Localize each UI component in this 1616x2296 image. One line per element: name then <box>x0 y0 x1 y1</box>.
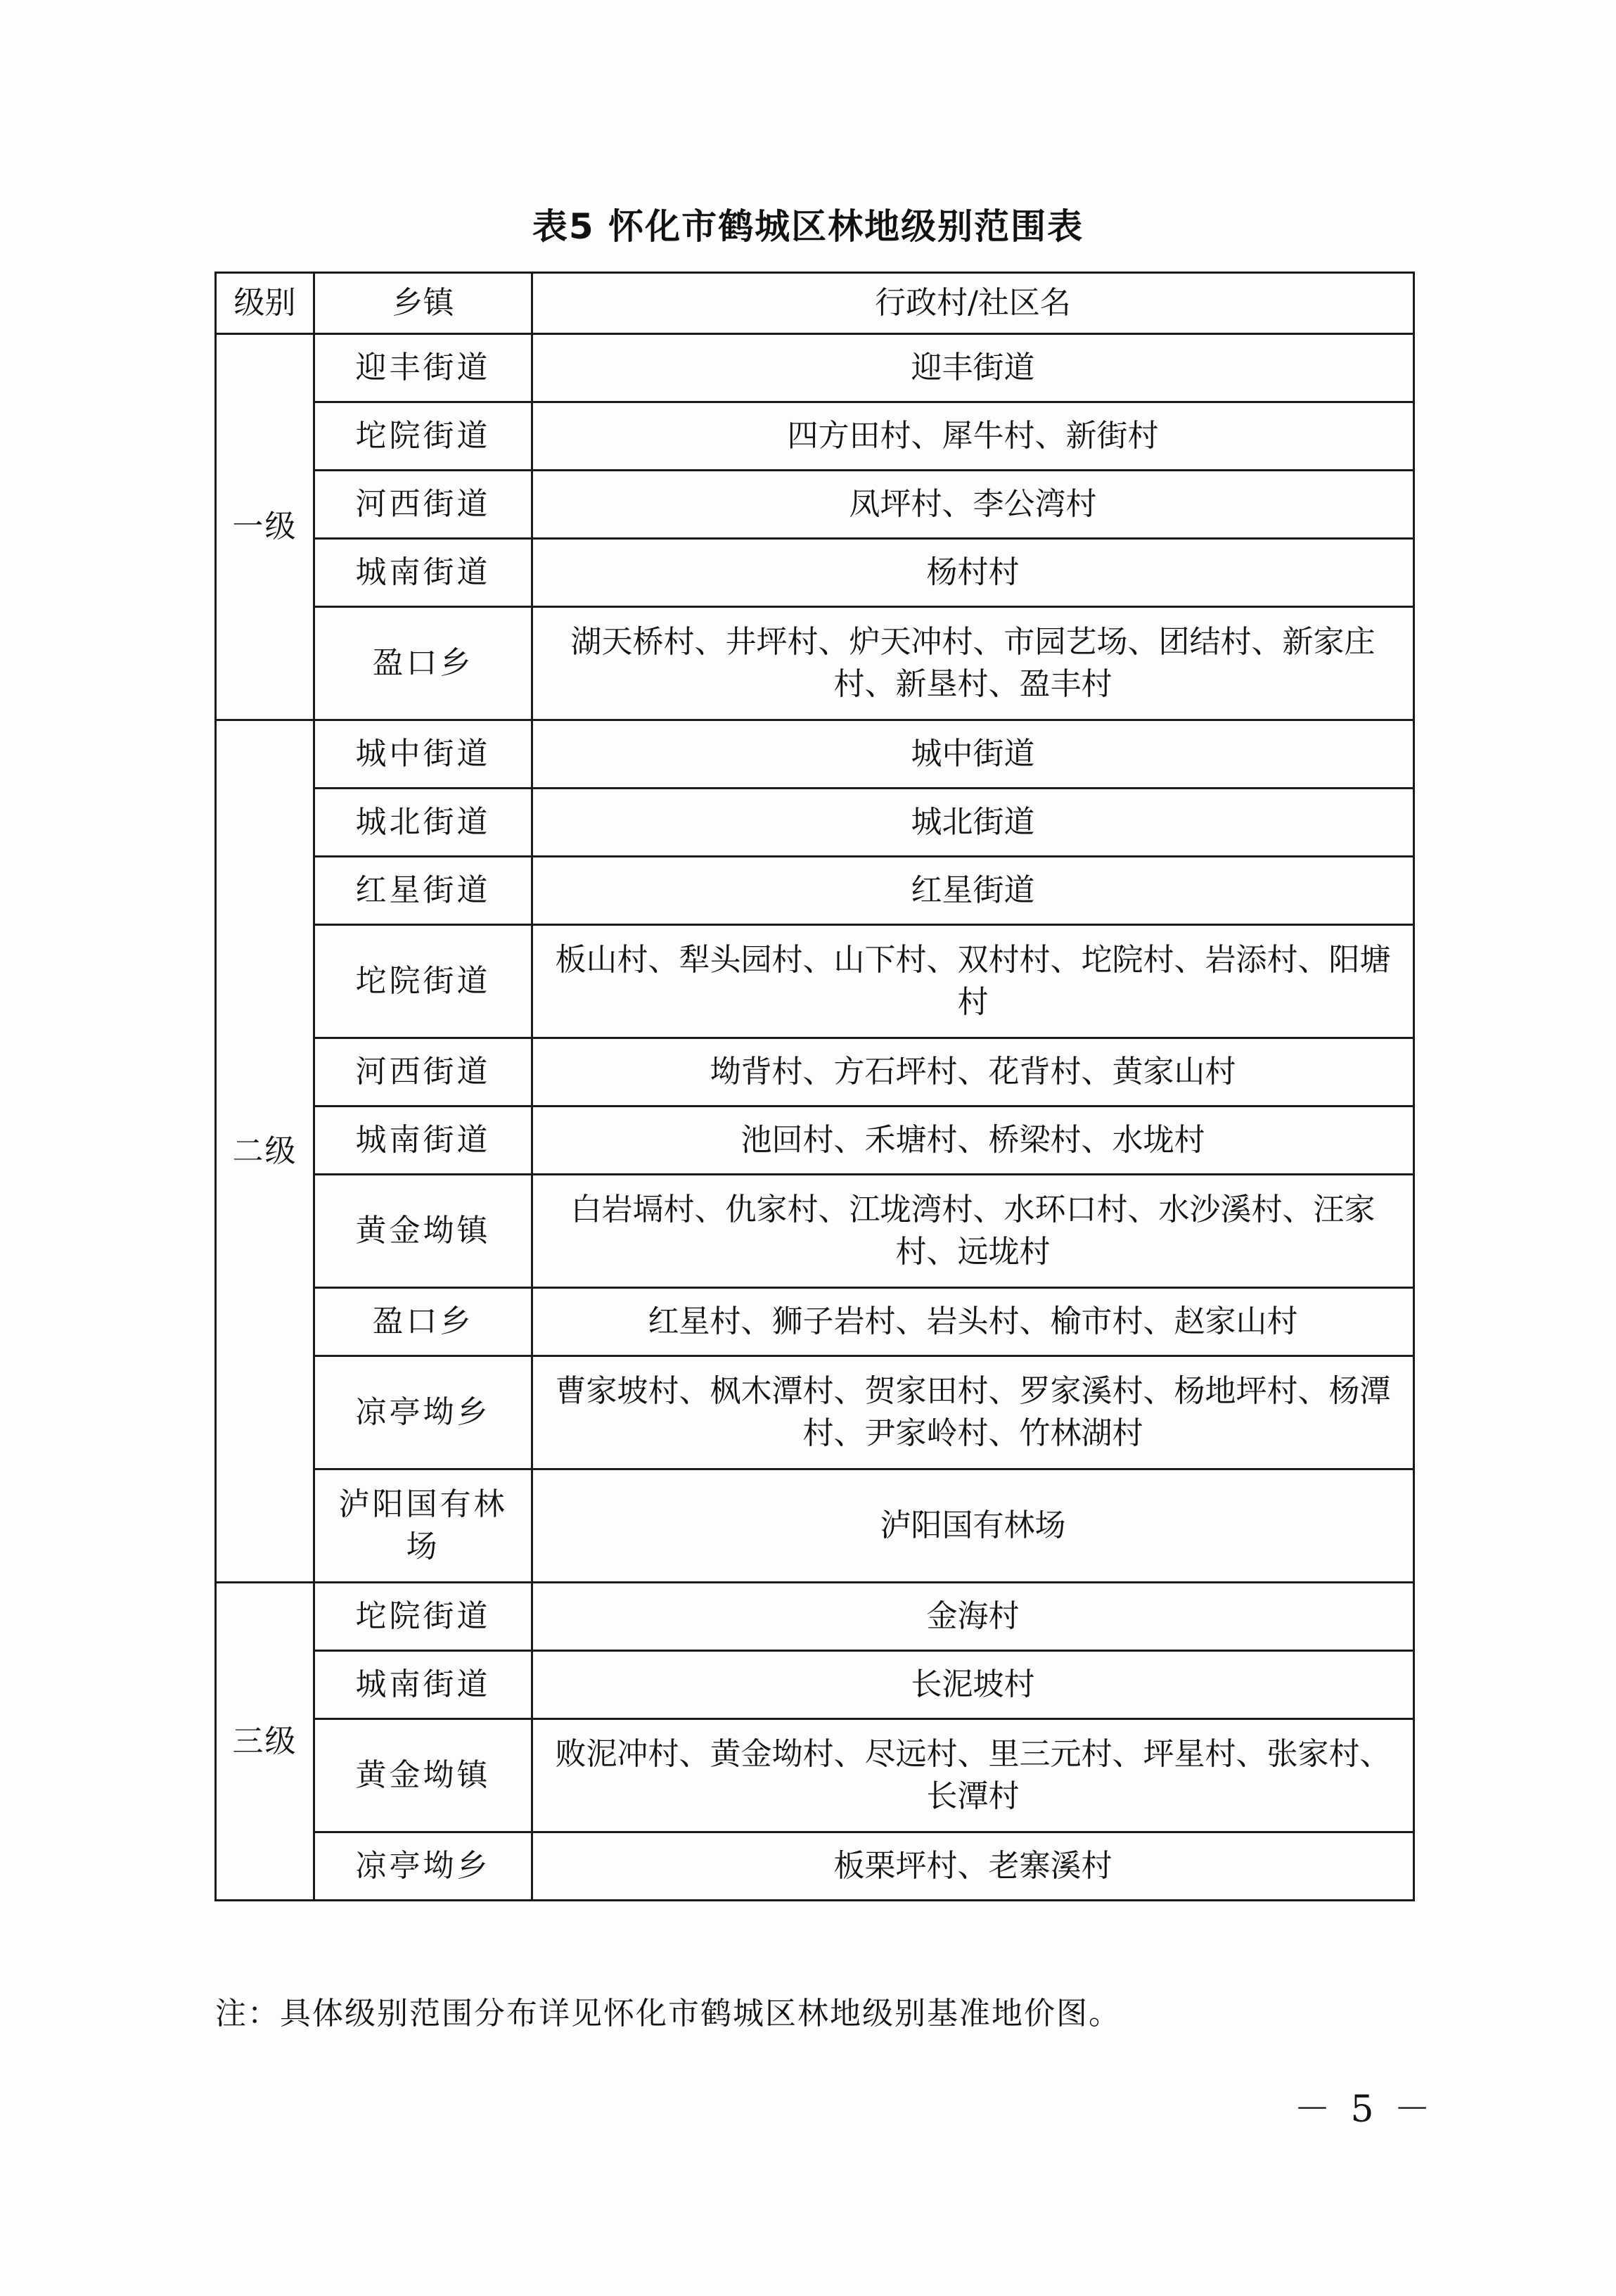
town-cell: 河西街道 <box>314 1038 532 1106</box>
villages-cell: 长泥坡村 <box>532 1651 1414 1719</box>
villages-cell: 杨村村 <box>532 539 1414 607</box>
level-cell: 三级 <box>216 1583 314 1901</box>
villages-cell: 池回村、禾塘村、桥梁村、水垅村 <box>532 1106 1414 1175</box>
villages-cell: 板山村、犁头园村、山下村、双村村、坨院村、岩添村、阳塘村 <box>532 925 1414 1038</box>
table-row <box>216 925 1414 1038</box>
header-villages: 行政村/社区名 <box>532 273 1414 334</box>
villages-cell: 板栗坪村、老寨溪村 <box>532 1832 1414 1901</box>
table-row <box>216 334 1414 402</box>
table-row <box>216 471 1414 539</box>
town-cell: 坨院街道 <box>314 925 532 1038</box>
table-row <box>216 1038 1414 1106</box>
villages-cell: 曹家坡村、枫木潭村、贺家田村、罗家溪村、杨地坪村、杨潭村、尹家岭村、竹林湖村 <box>532 1356 1414 1469</box>
table-row <box>216 1583 1414 1651</box>
villages-cell: 凤坪村、李公湾村 <box>532 471 1414 539</box>
town-cell: 泸阳国有林场 <box>314 1469 532 1583</box>
villages-cell: 泸阳国有林场 <box>532 1469 1414 1583</box>
table-row <box>216 402 1414 471</box>
table-row <box>216 1356 1414 1469</box>
town-cell: 凉亭坳乡 <box>314 1356 532 1469</box>
villages-cell: 败泥冲村、黄金坳村、尽远村、里三元村、坪星村、张家村、长潭村 <box>532 1719 1414 1832</box>
villages-cell: 红星村、狮子岩村、岩头村、榆市村、赵家山村 <box>532 1288 1414 1356</box>
table-row <box>216 857 1414 925</box>
town-cell: 城北街道 <box>314 789 532 857</box>
villages-cell: 迎丰街道 <box>532 334 1414 402</box>
villages-cell: 城中街道 <box>532 720 1414 789</box>
villages-cell: 红星街道 <box>532 857 1414 925</box>
table-row <box>216 1175 1414 1288</box>
villages-cell: 四方田村、犀牛村、新街村 <box>532 402 1414 471</box>
town-cell: 河西街道 <box>314 471 532 539</box>
town-cell: 城南街道 <box>314 1651 532 1719</box>
town-cell: 城南街道 <box>314 1106 532 1175</box>
table-row <box>216 720 1414 789</box>
header-level: 级别 <box>216 273 314 334</box>
villages-cell: 城北街道 <box>532 789 1414 857</box>
town-cell: 黄金坳镇 <box>314 1175 532 1288</box>
level-cell: 二级 <box>216 720 314 1583</box>
town-cell: 黄金坳镇 <box>314 1719 532 1832</box>
villages-cell: 坳背村、方石坪村、花背村、黄家山村 <box>532 1038 1414 1106</box>
table-row <box>216 1832 1414 1901</box>
villages-cell: 金海村 <box>532 1583 1414 1651</box>
table-row <box>216 539 1414 607</box>
town-cell: 凉亭坳乡 <box>314 1832 532 1901</box>
town-cell: 迎丰街道 <box>314 334 532 402</box>
level-cell: 一级 <box>216 334 314 720</box>
table-row <box>216 789 1414 857</box>
table-row <box>216 1469 1414 1583</box>
table-row <box>216 1651 1414 1719</box>
town-cell: 坨院街道 <box>314 1583 532 1651</box>
footnote: 注：具体级别范围分布详见怀化市鹤城区林地级别基准地价图。 <box>215 1996 1121 2032</box>
table-row <box>216 1719 1414 1832</box>
table-row <box>216 607 1414 720</box>
town-cell: 盈口乡 <box>314 1288 532 1356</box>
table-row <box>216 1288 1414 1356</box>
town-cell: 坨院街道 <box>314 402 532 471</box>
villages-cell: 湖天桥村、井坪村、炉天冲村、市园艺场、团结村、新家庄村、新垦村、盈丰村 <box>532 607 1414 720</box>
town-cell: 城中街道 <box>314 720 532 789</box>
table-title: 表5 怀化市鹤城区林地级别范围表 <box>532 206 1084 247</box>
town-cell: 盈口乡 <box>314 607 532 720</box>
villages-cell: 白岩塥村、仇家村、江垅湾村、水环口村、水沙溪村、汪家村、远垅村 <box>532 1175 1414 1288</box>
page-number: － 5 － <box>1294 2088 1435 2131</box>
header-town: 乡镇 <box>314 273 532 334</box>
forest-grade-table <box>214 272 1415 1901</box>
town-cell: 城南街道 <box>314 539 532 607</box>
town-cell: 红星街道 <box>314 857 532 925</box>
table-row <box>216 1106 1414 1175</box>
table-header-row <box>216 273 1414 334</box>
